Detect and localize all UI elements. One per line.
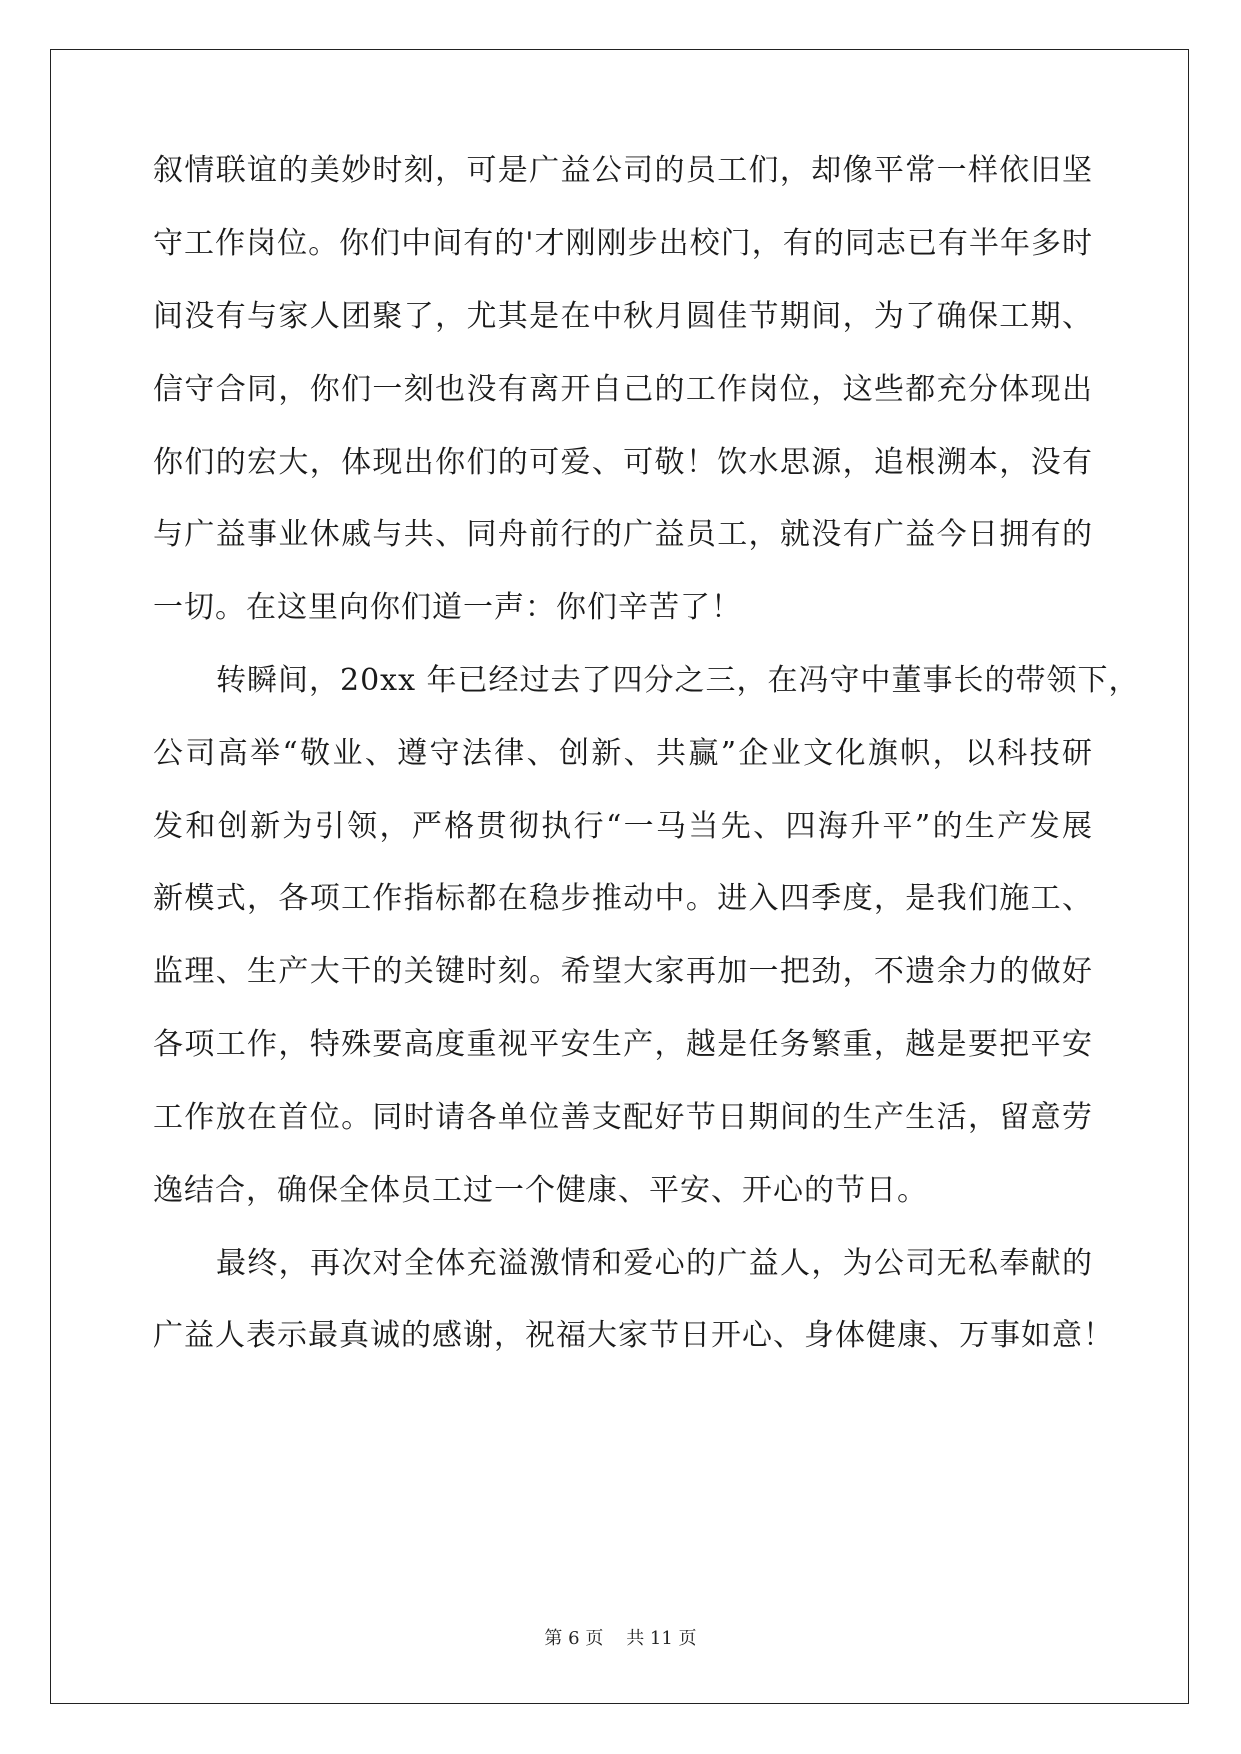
paragraph-1-line-4: 信守合同，你们一刻也没有离开自己的工作岗位，这些都充分体现出 — [153, 372, 1093, 407]
paragraph-2-line-1: 转瞬间，20xx 年已经过去了四分之三，在冯守中董事长的带领下， — [216, 663, 1140, 698]
paragraph-2-line-4: 新模式，各项工作指标都在稳步推动中。进入四季度，是我们施工、 — [153, 881, 1093, 916]
paragraph-1-line-7: 一切。在这里向你们道一声：你们辛苦了！ — [153, 590, 742, 625]
page-footer: 第 6 页 共 11 页 — [544, 1628, 697, 1649]
paragraph-1-line-2: 守工作岗位。你们中间有的'才刚刚步出校门，有的同志已有半年多时 — [153, 226, 1093, 261]
paragraph-2-line-2: 公司高举“敬业、遵守法律、创新、共赢”企业文化旗帜，以科技研 — [153, 736, 1093, 771]
paragraph-1-line-3: 间没有与家人团聚了，尤其是在中秋月圆佳节期间，为了确保工期、 — [153, 299, 1093, 334]
paragraph-2-line-5: 监理、生产大干的关键时刻。希望大家再加一把劲，不遗余力的做好 — [153, 954, 1093, 989]
paragraph-2-line-3: 发和创新为引领，严格贯彻执行“一马当先、四海升平”的生产发展 — [153, 809, 1093, 844]
paragraph-2-line-6: 各项工作，特殊要高度重视平安生产，越是任务繁重，越是要把平安 — [153, 1027, 1093, 1062]
paragraph-2-line-8: 逸结合，确保全体员工过一个健康、平安、开心的节日。 — [153, 1173, 928, 1208]
paragraph-2-line-7: 工作放在首位。同时请各单位善支配好节日期间的生产生活，留意劳 — [153, 1100, 1093, 1135]
paragraph-1-line-5: 你们的宏大，体现出你们的可爱、可敬！饮水思源，追根溯本，没有 — [153, 445, 1093, 480]
paragraph-3-line-1: 最终，再次对全体充溢激情和爱心的广益人，为公司无私奉献的 — [216, 1246, 1093, 1281]
paragraph-1-line-1: 叙情联谊的美妙时刻，可是广益公司的员工们，却像平常一样依旧坚 — [153, 153, 1093, 188]
paragraph-1-line-6: 与广益事业休戚与共、同舟前行的广益员工，就没有广益今日拥有的 — [153, 517, 1093, 552]
paragraph-3-line-2: 广益人表示最真诚的感谢，祝福大家节日开心、身体健康、万事如意！ — [153, 1318, 1114, 1353]
